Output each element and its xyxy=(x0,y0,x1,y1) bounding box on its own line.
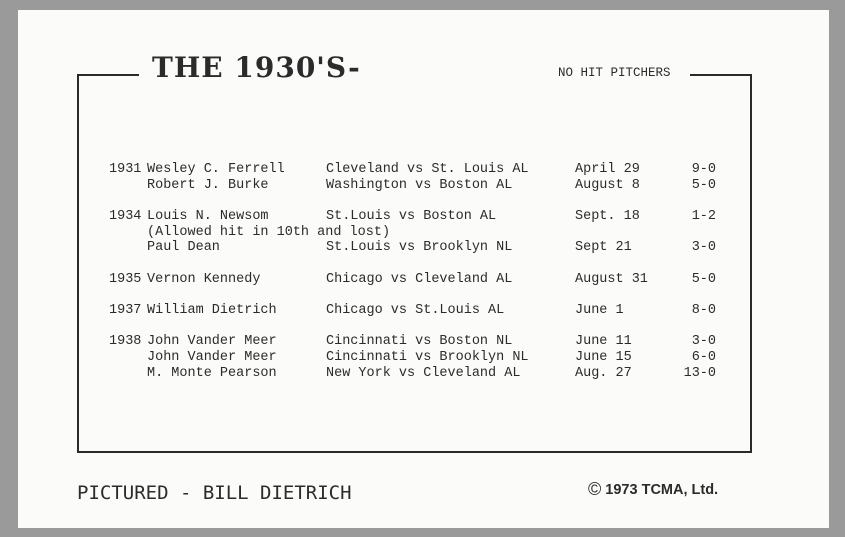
date-cell: June 15 xyxy=(575,350,632,365)
year-cell: 1931 xyxy=(109,162,142,177)
copyright-notice xyxy=(588,479,718,500)
score-cell: 8-0 xyxy=(691,303,716,318)
table-row xyxy=(0,366,845,382)
copyright-symbol: © xyxy=(588,479,602,499)
table-row xyxy=(0,178,845,194)
game-cell: Chicago vs St.Louis AL xyxy=(326,303,505,318)
table-row xyxy=(0,272,845,288)
table-row xyxy=(0,209,845,225)
pitcher-cell: Louis N. Newsom xyxy=(147,209,269,224)
year-cell: 1935 xyxy=(109,272,142,287)
date-cell: Sept. 18 xyxy=(575,209,640,224)
year-cell: 1937 xyxy=(109,303,142,318)
game-cell: Chicago vs Cleveland AL xyxy=(326,272,513,287)
year-cell: 1934 xyxy=(109,209,142,224)
score-cell: 1-2 xyxy=(691,209,716,224)
table-row-note xyxy=(0,225,845,241)
date-cell: April 29 xyxy=(575,162,640,177)
pitcher-cell: Vernon Kennedy xyxy=(147,272,261,287)
score-cell: 3-0 xyxy=(691,334,716,349)
pitcher-cell: M. Monte Pearson xyxy=(147,366,277,381)
date-cell: August 8 xyxy=(575,178,640,193)
date-cell: August 31 xyxy=(575,272,648,287)
page-title: THE 1930'S- xyxy=(152,51,361,84)
pitcher-cell: William Dietrich xyxy=(147,303,277,318)
score-cell: 3-0 xyxy=(691,240,716,255)
score-cell: 5-0 xyxy=(691,272,716,287)
game-cell: St.Louis vs Brooklyn NL xyxy=(326,240,513,255)
game-cell: Washington vs Boston AL xyxy=(326,178,513,193)
pitcher-cell: John Vander Meer xyxy=(147,334,277,349)
game-cell: Cleveland vs St. Louis AL xyxy=(326,162,529,177)
game-cell: Cincinnati vs Boston NL xyxy=(326,334,513,349)
pitcher-cell: Paul Dean xyxy=(147,240,220,255)
pitcher-cell: John Vander Meer xyxy=(147,350,277,365)
page-subtitle: NO HIT PITCHERS xyxy=(558,66,671,80)
pitcher-cell: Wesley C. Ferrell xyxy=(147,162,285,177)
pictured-caption: PICTURED - BILL DIETRICH xyxy=(77,482,352,504)
date-cell: June 1 xyxy=(575,303,624,318)
note-cell: (Allowed hit in 10th and lost) xyxy=(147,225,391,240)
table-row xyxy=(0,350,845,366)
table-row xyxy=(0,240,845,256)
date-cell: June 11 xyxy=(575,334,632,349)
year-cell: 1938 xyxy=(109,334,142,349)
table-row xyxy=(0,303,845,319)
date-cell: Aug. 27 xyxy=(575,366,632,381)
score-cell: 13-0 xyxy=(683,366,716,381)
score-cell: 5-0 xyxy=(691,178,716,193)
score-cell: 6-0 xyxy=(691,350,716,365)
table-row xyxy=(0,162,845,178)
date-cell: Sept 21 xyxy=(575,240,632,255)
pitcher-cell: Robert J. Burke xyxy=(147,178,269,193)
copyright-text: 1973 TCMA, Ltd. xyxy=(605,482,719,498)
score-cell: 9-0 xyxy=(691,162,716,177)
table-row xyxy=(0,334,845,350)
game-cell: New York vs Cleveland AL xyxy=(326,366,521,381)
game-cell: Cincinnati vs Brooklyn NL xyxy=(326,350,529,365)
game-cell: St.Louis vs Boston AL xyxy=(326,209,497,224)
